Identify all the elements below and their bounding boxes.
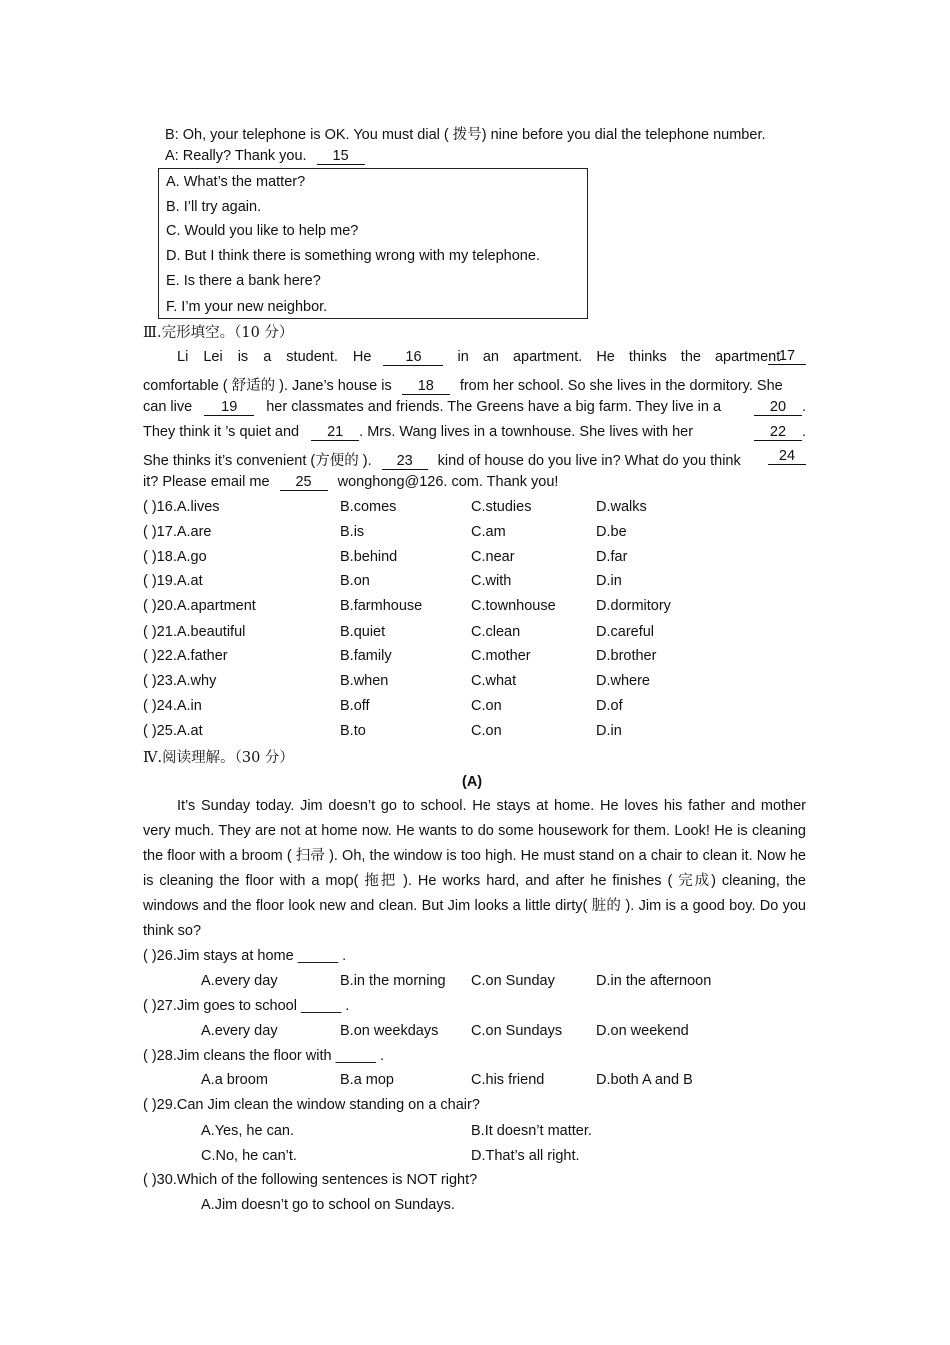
blank-21[interactable]: 21: [311, 425, 359, 441]
blank-25[interactable]: 25: [280, 475, 328, 491]
q29-option-b[interactable]: B.It doesn’t matter.: [471, 1123, 592, 1139]
q23-option-c[interactable]: C.what: [471, 673, 517, 689]
q19-stem[interactable]: ( )19.A.at: [143, 573, 203, 589]
option-c: C. Would you like to help me?: [166, 223, 359, 239]
q23-option-d[interactable]: D.where: [596, 673, 650, 689]
q25-option-d[interactable]: D.in: [596, 723, 622, 739]
q26-stem: ( )26.Jim stays at home _____ .: [143, 948, 347, 964]
cloze-text: .: [801, 424, 806, 440]
q18-stem[interactable]: ( )18.A.go: [143, 549, 207, 565]
q27-option-a[interactable]: A.every day: [201, 1023, 278, 1039]
q25-stem[interactable]: ( )25.A.at: [143, 723, 203, 739]
q20-option-b[interactable]: B.farmhouse: [340, 598, 423, 614]
q22-option-b[interactable]: B.family: [340, 648, 392, 664]
q25-option-c[interactable]: C.on: [471, 723, 502, 739]
q21-option-c[interactable]: C.clean: [471, 624, 521, 640]
q17-option-c[interactable]: C.am: [471, 524, 506, 540]
q29-stem: ( )29.Can Jim clean the window standing on a chair?: [143, 1097, 480, 1113]
q26-option-c[interactable]: C.on Sunday: [471, 973, 555, 989]
q20-option-d[interactable]: D.dormitory: [596, 598, 671, 614]
cloze-line-5: [143, 449, 806, 470]
dialogue-line-a-text: A: Really? Thank you.: [165, 148, 307, 164]
q19-option-c[interactable]: C.with: [471, 573, 512, 589]
q16-option-c[interactable]: C.studies: [471, 499, 532, 515]
cloze-text: it? Please email me: [143, 474, 270, 490]
reading-passage: It’s Sunday today. Jim doesn’t go to school. He stays at home. He loves his father and mother very much. They are not at home now. He wants to do some housework for them. Look! He is cleaning the floor with a broom ( 扫帚 ). Oh, the window is too high. He must stand on a chair to clean it. Now he is cleaning the floor with a mop( 拖把 ). He works hard, and after he finishes ( 完成) cleaning, the windows and the floor look new and clean. But Jim looks a little dirty( 脏的 ). Jim is a good boy. Do you think so?: [143, 798, 806, 939]
cloze-text: . Mrs. Wang lives in a townhouse. She lives with her: [359, 424, 694, 440]
cloze-line-1: [177, 349, 806, 366]
q22-option-d[interactable]: D.brother: [596, 648, 657, 664]
dialogue-line-a: [165, 148, 365, 165]
q18-option-c[interactable]: C.near: [471, 549, 515, 565]
q29-option-d[interactable]: D.That’s all right.: [471, 1148, 580, 1164]
q27-option-d[interactable]: D.on weekend: [596, 1023, 689, 1039]
q17-stem[interactable]: ( )17.A.are: [143, 524, 212, 540]
part-a-title: (A): [462, 774, 483, 790]
q16-option-b[interactable]: B.comes: [340, 499, 397, 515]
option-a: A. What’s the matter?: [166, 174, 306, 190]
blank-15[interactable]: 15: [317, 149, 365, 165]
cloze-line-6: [143, 474, 558, 491]
cloze-text: comfortable ( 舒适的 ). Jane’s house is: [143, 378, 392, 394]
blank-20[interactable]: 20: [754, 400, 802, 416]
q29-option-a[interactable]: A.Yes, he can.: [201, 1123, 294, 1139]
blank-19[interactable]: 19: [204, 400, 254, 416]
q30-stem: ( )30.Which of the following sentences is NOT right?: [143, 1172, 478, 1188]
q25-option-b[interactable]: B.to: [340, 723, 366, 739]
blank-22[interactable]: 22: [754, 425, 802, 441]
q28-stem: ( )28.Jim cleans the floor with _____ .: [143, 1048, 384, 1064]
q28-option-a[interactable]: A.a broom: [201, 1072, 268, 1088]
cloze-line-2: [143, 374, 783, 395]
cloze-text: They think it ’s quiet and: [143, 424, 300, 440]
section4-heading: Ⅳ.阅读理解。（30 分）: [143, 750, 294, 766]
q27-stem: ( )27.Jim goes to school _____ .: [143, 998, 350, 1014]
blank-24[interactable]: 24: [768, 449, 806, 465]
blank-16[interactable]: 16: [383, 350, 443, 366]
q26-option-b[interactable]: B.in the morning: [340, 973, 446, 989]
q21-stem[interactable]: ( )21.A.beautiful: [143, 624, 246, 640]
cloze-text: her classmates and friends. The Greens have a big farm. They live in a: [266, 399, 722, 415]
q22-stem[interactable]: ( )22.A.father: [143, 648, 228, 664]
q24-stem[interactable]: ( )24.A.in: [143, 698, 202, 714]
q19-option-b[interactable]: B.on: [340, 573, 370, 589]
q17-option-d[interactable]: D.be: [596, 524, 627, 540]
blank-18[interactable]: 18: [402, 379, 450, 395]
q21-option-b[interactable]: B.quiet: [340, 624, 386, 640]
q20-stem[interactable]: ( )20.A.apartment: [143, 598, 256, 614]
q24-option-b[interactable]: B.off: [340, 698, 370, 714]
q28-option-c[interactable]: C.his friend: [471, 1072, 545, 1088]
cloze-text: from her school. So she lives in the dormitory. She: [459, 378, 783, 394]
q26-option-a[interactable]: A.every day: [201, 973, 278, 989]
option-d: D. But I think there is something wrong with my telephone.: [166, 248, 540, 264]
q23-stem[interactable]: ( )23.A.why: [143, 673, 217, 689]
q30-option-a[interactable]: A.Jim doesn’t go to school on Sundays.: [201, 1197, 455, 1213]
q24-option-c[interactable]: C.on: [471, 698, 502, 714]
blank-23[interactable]: 23: [382, 454, 428, 470]
cloze-text: She thinks it’s convenient (方便的 ).: [143, 453, 372, 469]
q16-stem[interactable]: ( )16.A.lives: [143, 499, 220, 515]
blank-17[interactable]: 17: [768, 349, 806, 365]
q27-option-c[interactable]: C.on Sundays: [471, 1023, 563, 1039]
option-f: F. I’m your new neighbor.: [166, 299, 328, 315]
q17-option-b[interactable]: B.is: [340, 524, 365, 540]
cloze-text: .: [801, 399, 806, 415]
q16-option-d[interactable]: D.walks: [596, 499, 647, 515]
cloze-text: can live: [143, 399, 193, 415]
cloze-line-4: [143, 424, 806, 441]
q22-option-c[interactable]: C.mother: [471, 648, 531, 664]
q27-option-b[interactable]: B.on weekdays: [340, 1023, 439, 1039]
cloze-text: wonghong@126. com. Thank you!: [337, 474, 559, 490]
q19-option-d[interactable]: D.in: [596, 573, 622, 589]
cloze-text: Li Lei is a student. He: [177, 349, 372, 365]
q18-option-d[interactable]: D.far: [596, 549, 628, 565]
section3-heading: Ⅲ.完形填空。（10 分）: [143, 325, 294, 341]
q18-option-b[interactable]: B.behind: [340, 549, 398, 565]
q24-option-d[interactable]: D.of: [596, 698, 623, 714]
option-b: B. I’ll try again.: [166, 199, 262, 215]
cloze-text: in an apartment. He thinks the apartment: [457, 349, 781, 365]
dialogue-line-b: B: Oh, your telephone is OK. You must dial ( 拨号) nine before you dial the telephone number.: [165, 127, 766, 143]
cloze-line-3: [143, 399, 806, 416]
q29-option-c[interactable]: C.No, he can’t.: [201, 1148, 297, 1164]
q21-option-d[interactable]: D.careful: [596, 624, 655, 640]
q26-option-d[interactable]: D.in the afternoon: [596, 973, 712, 989]
q28-option-d[interactable]: D.both A and B: [596, 1072, 693, 1088]
option-e: E. Is there a bank here?: [166, 273, 321, 289]
cloze-text: kind of house do you live in? What do you think: [437, 453, 741, 469]
q28-option-b[interactable]: B.a mop: [340, 1072, 394, 1088]
options-box: [158, 168, 588, 319]
q23-option-b[interactable]: B.when: [340, 673, 389, 689]
q20-option-c[interactable]: C.townhouse: [471, 598, 556, 614]
